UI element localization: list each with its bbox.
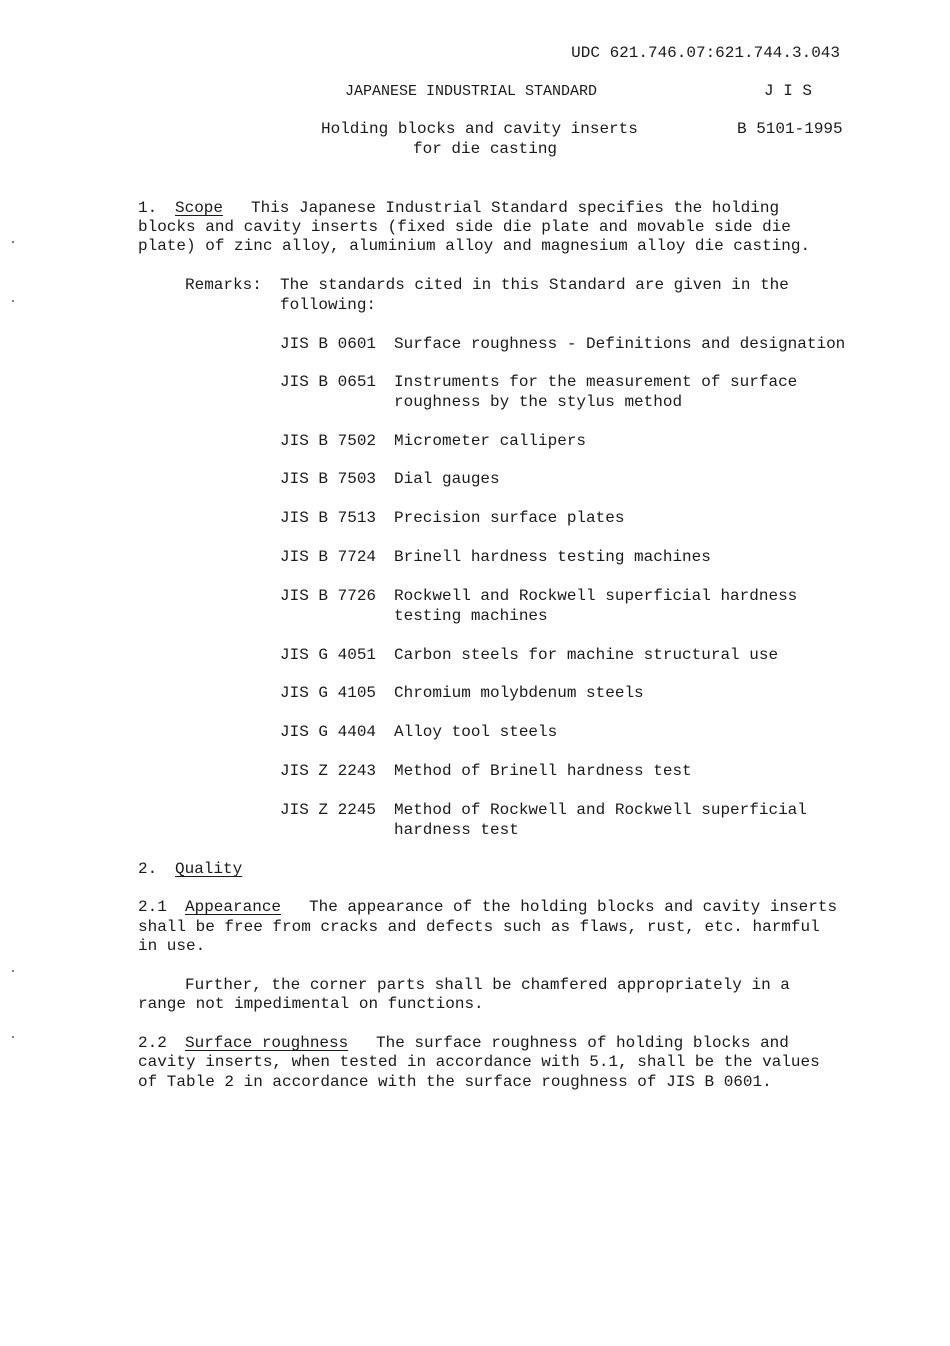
ref-title: Dial gauges — [394, 470, 500, 488]
section-2-1-line-2: shall be free from cracks and defects such as flaws, rust, etc. harmful — [138, 918, 820, 936]
ref-code: JIS G 4105 — [280, 684, 377, 702]
ref-title: Brinell hardness testing machines — [394, 548, 711, 566]
ref-title-cont: roughness by the stylus method — [394, 393, 683, 411]
section-1-line-1: This Japanese Industrial Standard specifies the holding — [251, 199, 780, 217]
section-2-1-line-3: in use. — [138, 937, 206, 955]
jis-mark: J I S — [764, 82, 813, 100]
ref-title: Rockwell and Rockwell superficial hardness — [394, 587, 798, 605]
ref-code: JIS B 7726 — [280, 587, 377, 605]
ref-code: JIS B 7724 — [280, 548, 377, 566]
ref-code: JIS B 0651 — [280, 373, 377, 391]
section-2-heading: Quality — [175, 860, 243, 878]
ref-title-cont: testing machines — [394, 607, 548, 625]
section-1-heading: Scope — [175, 199, 224, 217]
scan-speck — [12, 241, 14, 243]
ref-title: Chromium molybdenum steels — [394, 684, 644, 702]
ref-title: Surface roughness - Definitions and designation — [394, 335, 846, 353]
section-2-number: 2. — [138, 860, 158, 878]
section-2-1-para2-line-2: range not impedimental on functions. — [138, 995, 484, 1013]
section-2-1-heading: Appearance — [185, 898, 282, 916]
ref-title-cont: hardness test — [394, 821, 519, 839]
ref-code: JIS B 7503 — [280, 470, 377, 488]
title-line-2: for die casting — [413, 140, 558, 158]
ref-title: Method of Rockwell and Rockwell superficial — [394, 801, 807, 819]
standard-name: JAPANESE INDUSTRIAL STANDARD — [345, 83, 598, 100]
ref-code: JIS G 4404 — [280, 723, 377, 741]
section-2-2-heading: Surface roughness — [185, 1034, 349, 1052]
ref-title: Precision surface plates — [394, 509, 625, 527]
title-line-1: Holding blocks and cavity inserts — [321, 120, 638, 138]
section-2-2-line-3: of Table 2 in accordance with the surface roughness of JIS B 0601. — [138, 1073, 772, 1091]
ref-title: Alloy tool steels — [394, 723, 558, 741]
section-1-number: 1. — [138, 199, 158, 217]
section-1-line-3: plate) of zinc alloy, aluminium alloy and magnesium alloy die casting. — [138, 237, 811, 255]
scan-speck — [12, 1036, 14, 1038]
remarks-line-1: The standards cited in this Standard are given in the — [280, 276, 789, 294]
ref-title: Micrometer callipers — [394, 432, 587, 450]
designation: B 5101-1995 — [737, 120, 843, 138]
remarks-line-2: following: — [280, 296, 377, 314]
udc-code: UDC 621.746.07:621.744.3.043 — [571, 44, 840, 62]
scan-speck — [12, 970, 14, 972]
section-1-line-2: blocks and cavity inserts (fixed side die plate and movable side die — [138, 218, 791, 236]
ref-code: JIS B 7502 — [280, 432, 377, 450]
ref-code: JIS B 7513 — [280, 509, 377, 527]
section-2-1-number: 2.1 — [138, 898, 167, 916]
section-2-2-number: 2.2 — [138, 1034, 167, 1052]
section-2-1-line-1: The appearance of the holding blocks and cavity inserts — [309, 898, 838, 916]
section-2-2-line-2: cavity inserts, when tested in accordance with 5.1, shall be the values — [138, 1053, 820, 1071]
ref-title: Instruments for the measurement of surface — [394, 373, 798, 391]
remarks-label: Remarks: — [185, 276, 262, 294]
ref-title: Method of Brinell hardness test — [394, 762, 692, 780]
ref-code: JIS Z 2243 — [280, 762, 377, 780]
section-2-1-para2-line-1: Further, the corner parts shall be chamfered appropriately in a — [185, 976, 790, 994]
ref-code: JIS B 0601 — [280, 335, 377, 353]
section-2-2-line-1: The surface roughness of holding blocks and — [376, 1034, 789, 1052]
ref-code: JIS G 4051 — [280, 646, 377, 664]
ref-code: JIS Z 2245 — [280, 801, 377, 819]
ref-title: Carbon steels for machine structural use — [394, 646, 779, 664]
scan-speck — [12, 300, 14, 302]
